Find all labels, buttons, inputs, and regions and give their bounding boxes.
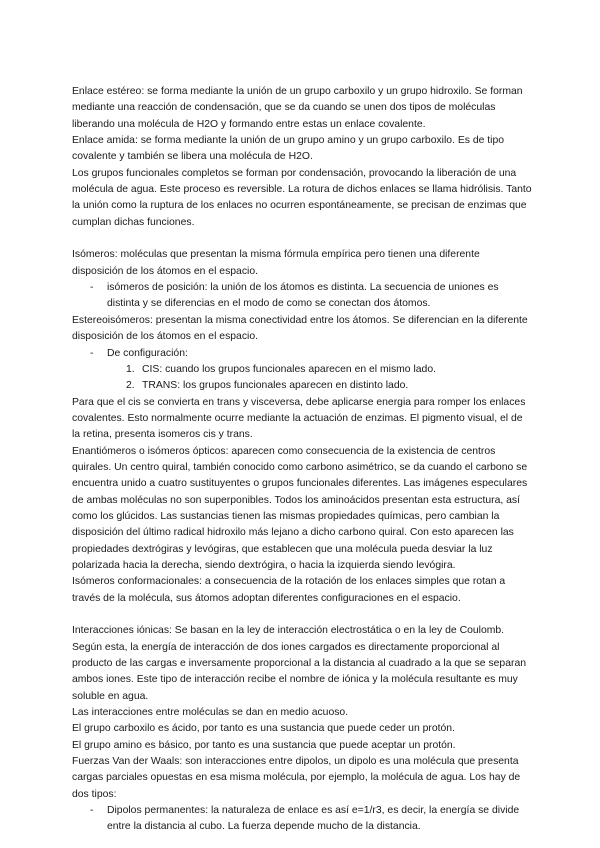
paragraph-enantiomeros: Enantiómeros o isómeros ópticos: aparecen como consecuencia de la existencia de centros quirales. Un centro quiral, también conocido como carbono asimétrico, se da cuando el carbono se encuentra unido a cuatro sustituyentes o grupos funcionales diferentes. Las imágenes especulares de ambas moléculas no son superponibles. Todos los aminoácidos presentan esta estructura, así como los glúcidos. Las sustancias tienen las mismas propiedades químicas, pero cambian la disposición del último radical hidroxilo más lejano a dicho carbono quiral. Con esto aparecen las propiedades dextrógiras y levógiras, que establecen que una molécula pueda desviar la luz polarizada hacia la derecha, siendo dextrógira, o hacia la izquierda siendo levógira. xyxy=(72,445,528,571)
list-item-text: TRANS: los grupos funcionales aparecen en distinto lado. xyxy=(142,380,409,392)
list-number: 2. xyxy=(126,380,135,392)
paragraph-van-der-waals: Fuerzas Van der Waals: son interacciones entre dipolos, un dipolo es una molécula que presenta cargas parciales opuestas en esa misma molécula, por ejemplo, la molécula de agua. Los hay de dos tipos: xyxy=(72,756,521,800)
paragraph-interacciones-ionicas: Interacciones iónicas: Se basan en la ley de interacción electrostática o en la ley de Coulomb. Según esta, la energía de interacción de dos iones cargados es directamente proporcional al producto de las cargas e inversamente proporcional a la distancia al cuadrado a la que se separan ambos iones. Este tipo de interacción recibe el nombre de iónica y la molécula resultante es muy soluble en agua. xyxy=(72,625,527,702)
list-dash: - xyxy=(90,805,94,817)
blank-line xyxy=(72,607,532,623)
list-item-isomeros-posicion xyxy=(72,280,532,313)
paragraph-medio-acuoso: Las interacciones entre moléculas se dan en medio acuoso. xyxy=(72,707,349,719)
numbered-item-cis xyxy=(72,362,532,378)
paragraph-grupos-funcionales: Los grupos funcionales completos se forman por condensación, provocando la liberación de una molécula de agua. Este proceso es reversible. La rotura de dichos enlaces se llama hidrólisis. Tanto la unión como la ruptura de los enlaces no ocurren espontáneamente, se precisan de enzimas que cumplan dichas funciones. xyxy=(72,167,532,228)
blank-line xyxy=(72,231,532,247)
paragraph-estereoisomeros: Estereoisómeros: presentan la misma conectividad entre los átomos. Se diferencian en la diferente disposición de los átomos en el espacio. xyxy=(72,314,528,343)
list-item-text: isómeros de posición: la unión de los átomos es distinta. La secuencia de uniones es distinta y se diferencias en el modo de como se conectan dos átomos. xyxy=(107,282,499,310)
paragraph-grupo-amino: El grupo amino es básico, por tanto es una sustancia que puede aceptar un protón. xyxy=(72,739,456,751)
numbered-item-trans xyxy=(72,378,532,394)
list-dash: - xyxy=(90,282,94,294)
paragraph-enlace-estereo: Enlace estéreo: se forma mediante la unión de un grupo carboxilo y un grupo hidroxilo. Se forman mediante una reacción de condensación, que se da cuando se unen dos tipos de moléculas liberando una molécula de H2O y formando entre estas un enlace covalente. xyxy=(72,86,523,130)
list-item-text: CIS: cuando los grupos funcionales aparecen en el mismo lado. xyxy=(142,363,436,375)
list-item-dipolos-permanentes xyxy=(72,803,532,836)
document-body xyxy=(72,84,532,836)
list-number: 1. xyxy=(126,363,135,375)
paragraph-isomeros-conformacionales: Isómeros conformacionales: a consecuencia de la rotación de los enlaces simples que rotan a través de la molécula, sus átomos adoptan diferentes configuraciones en el espacio. xyxy=(72,576,506,604)
list-item-text: De configuración: xyxy=(107,347,188,359)
paragraph-enlace-amida: Enlace amida: se forma mediante la unión de un grupo amino y un grupo carboxilo. Es de tipo covalente y también se libera una molécula de H2O. xyxy=(72,135,505,163)
paragraph-isomeros: Isómeros: moléculas que presentan la misma fórmula empírica pero tienen una diferente disposición de los átomos en el espacio. xyxy=(72,249,480,277)
list-dash: - xyxy=(90,347,94,359)
list-item-text: Dipolos permanentes: la naturaleza de enlace es así e=1/r3, es decir, la energía se divide entre la distancia al cubo. La fuerza depende mucho de la distancia. xyxy=(107,805,520,833)
paragraph-grupo-carboxilo: El grupo carboxilo es ácido, por tanto es una sustancia que puede ceder un protón. xyxy=(72,723,455,735)
list-item-configuracion xyxy=(72,346,532,362)
paragraph-cis-trans: Para que el cis se convierta en trans y visceversa, debe aplicarse energia para romper los enlaces covalentes. Esto normalmente ocurre mediante la actuación de enzimas. El pigmento visual, el de la retina, presenta isomeros cis y trans. xyxy=(72,396,526,441)
